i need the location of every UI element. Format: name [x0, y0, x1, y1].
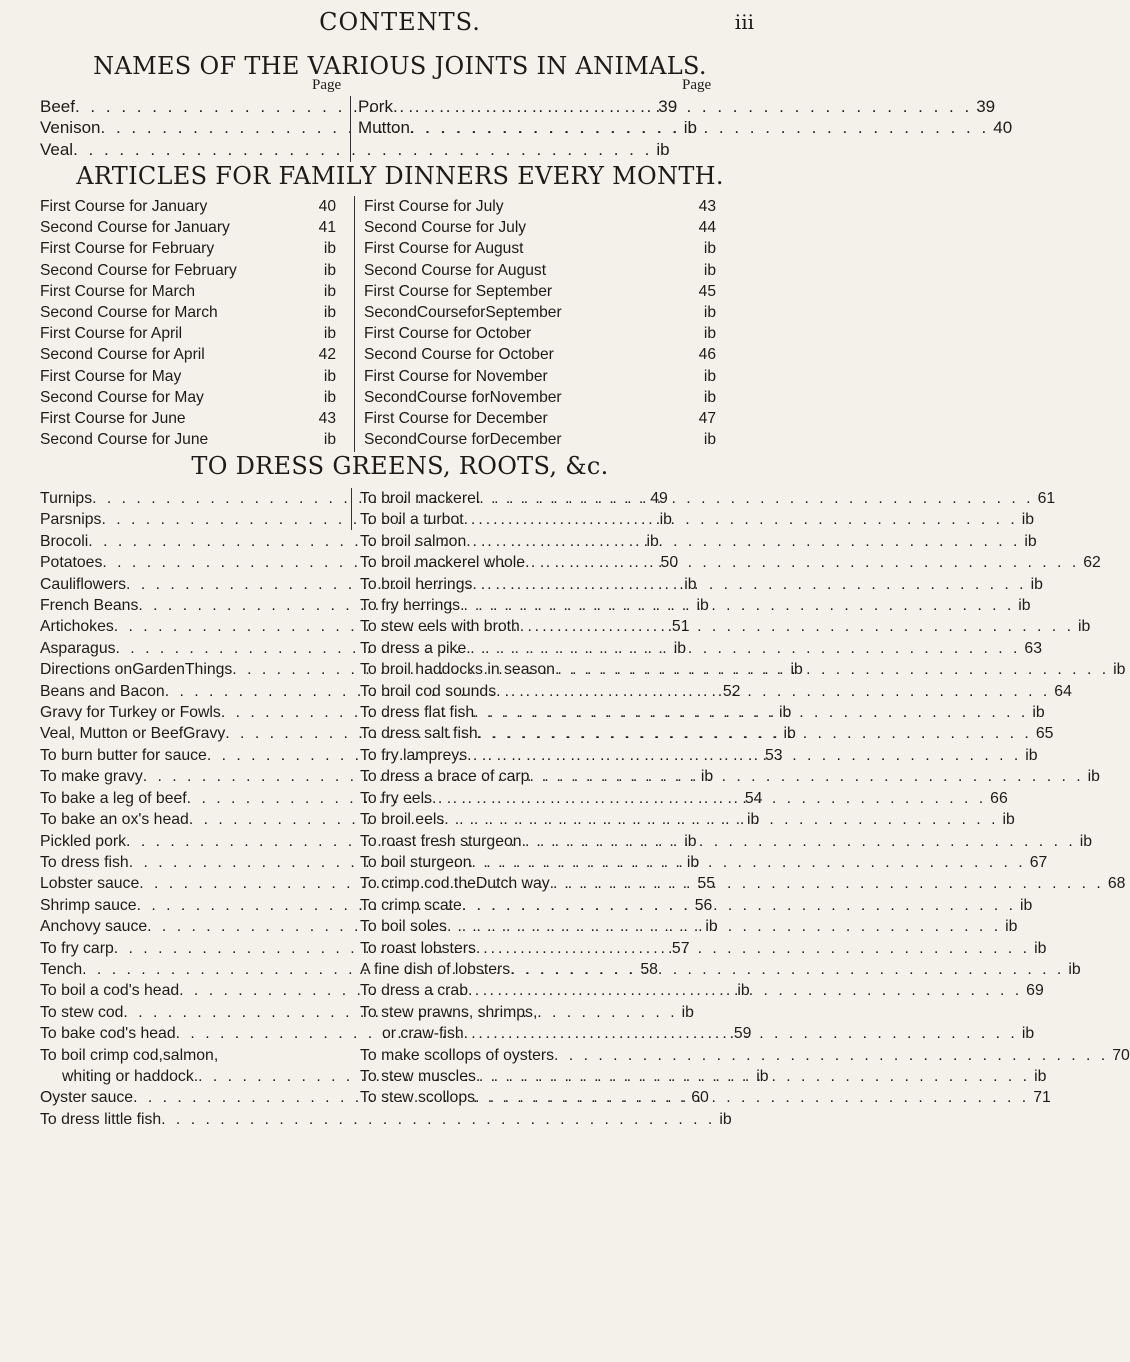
entry-title: Second Course for October	[364, 346, 554, 364]
entry-page: ib	[1025, 746, 1038, 764]
toc-entry	[40, 196, 336, 217]
entry-title: Beef	[40, 97, 75, 116]
entry-page: ib	[684, 575, 697, 593]
entry-title: To make scollops of oysters	[360, 1046, 555, 1064]
leader-dots	[73, 139, 652, 160]
toc-entry	[40, 408, 336, 429]
toc-entry	[364, 238, 716, 259]
entry-page: ib	[684, 832, 697, 850]
entry-page: 51	[671, 618, 690, 636]
entry-page: ib	[1005, 918, 1018, 936]
entry-title: To boil a turbot	[360, 511, 464, 529]
entry-page: ib	[1034, 1067, 1047, 1085]
entry-title: To burn butter for sauce	[40, 746, 207, 764]
entry-page: ib	[1087, 768, 1100, 786]
leader-dots	[522, 831, 1076, 852]
entry-page: 59	[733, 1025, 752, 1043]
entry-title: Directions onGardenThings	[40, 661, 233, 679]
entry-title: To roast fresh sturgeon	[360, 832, 522, 850]
entry-page: ib	[1020, 896, 1033, 914]
entry-title: First Course for January	[40, 198, 208, 215]
entry-page: ib	[703, 431, 716, 449]
entry-page: ib	[703, 261, 716, 279]
leader-dots	[410, 117, 989, 138]
entry-title: To boil sturgeon	[360, 853, 472, 871]
entry-page: ib	[1068, 960, 1081, 978]
entry-page: ib	[1030, 575, 1043, 593]
joints-list-right	[358, 96, 1013, 139]
toc-entry	[40, 387, 336, 408]
toc-entry	[40, 1109, 732, 1130]
entry-title: First Course for March	[40, 282, 196, 300]
entry-title: Brocoli	[40, 532, 89, 550]
entry-page: ib	[323, 240, 336, 258]
leader-dots	[472, 852, 1026, 873]
entry-page: ib	[681, 1003, 694, 1021]
entry-page: 58	[640, 960, 658, 978]
column-divider	[351, 488, 352, 530]
entry-page: ib	[683, 118, 697, 138]
entry-title: First Course for August	[364, 240, 524, 258]
entry-page: ib	[659, 511, 672, 529]
entry-page: ib	[323, 282, 336, 300]
leader-dots	[467, 745, 1021, 766]
leader-dots	[554, 344, 695, 365]
entry-title: To broil mackerel	[360, 490, 480, 507]
entry-title: Turnips	[40, 490, 93, 507]
entry-page: ib	[746, 811, 760, 829]
leader-dots	[562, 302, 700, 323]
entry-title: SecondCourseforSeptember	[364, 304, 562, 322]
leader-dots	[432, 788, 986, 809]
entry-page: 47	[698, 410, 716, 428]
toc-entry	[360, 595, 1031, 616]
entry-title: To roast lobsters	[360, 939, 476, 957]
leader-dots	[496, 681, 1050, 702]
entry-title: Asparagus	[40, 639, 116, 657]
leader-dots	[393, 96, 972, 117]
toc-entry	[360, 638, 1042, 659]
entry-title: First Course for July	[364, 198, 504, 215]
entry-page: 40	[993, 118, 1013, 138]
leader-dots	[468, 980, 1022, 1001]
column-divider	[354, 196, 355, 452]
toc-entry	[360, 766, 1100, 787]
leader-dots	[204, 387, 320, 408]
entry-page: 52	[722, 682, 741, 700]
entry-title: Mutton	[358, 118, 410, 138]
entry-page: ib	[1079, 832, 1093, 850]
entry-page: ib	[323, 367, 336, 385]
entry-title: A fine dish of lobsters	[360, 960, 511, 978]
leader-dots	[230, 217, 315, 238]
toc-entry	[360, 895, 1033, 916]
entry-page: ib	[1077, 618, 1091, 636]
entry-page: 54	[744, 789, 763, 807]
toc-entry	[40, 429, 336, 450]
entry-title: First Course for October	[364, 325, 532, 343]
entry-page: 39	[658, 97, 678, 116]
entry-page: 45	[698, 282, 716, 300]
entry-title: Cauliflowers	[40, 575, 127, 593]
entry-title-continued: or craw-fish	[382, 1025, 464, 1043]
toc-entry	[360, 616, 1091, 637]
entry-title: To dress a brace of carp	[360, 768, 530, 786]
entry-title: Veal, Mutton or BeefGravy	[40, 725, 226, 743]
toc-entry	[360, 1087, 1051, 1108]
leader-dots	[552, 281, 695, 302]
entry-page: 60	[691, 1089, 709, 1107]
toc-entry	[360, 959, 1081, 980]
entry-title: To dress fish	[40, 853, 129, 871]
entry-title: To bake cod's head	[40, 1025, 176, 1043]
entry-page: 39	[976, 97, 996, 116]
entry-page: 62	[1083, 554, 1101, 572]
entry-title: Anchovy sauce	[40, 918, 148, 936]
entry-page: ib	[703, 367, 716, 385]
entry-title: Tench	[40, 960, 83, 978]
entry-page: 56	[694, 896, 713, 914]
section-title-greens: TO DRESS GREENS, ROOTS, &c.	[191, 452, 609, 480]
entry-page: 61	[1037, 490, 1056, 507]
toc-entry	[40, 344, 336, 365]
leader-dots	[525, 552, 1079, 573]
entry-page: 44	[698, 219, 716, 237]
entry-page: ib	[700, 768, 714, 786]
running-title: CONTENTS.	[319, 8, 481, 36]
entry-page: ib	[1034, 939, 1047, 957]
leader-dots	[474, 702, 1028, 723]
entry-title: First Course for June	[40, 410, 186, 428]
leader-dots	[464, 1023, 1018, 1044]
entry-title: To broil eels	[360, 811, 445, 829]
entry-page: ib	[686, 853, 700, 871]
entry-page: ib	[703, 388, 716, 406]
toc-entry	[358, 117, 1013, 138]
entry-page: 53	[765, 746, 783, 764]
entry-title: Artichokes	[40, 618, 114, 636]
entry-page: 41	[318, 219, 336, 237]
entry-title: To stew eels with broth	[360, 618, 520, 636]
page-column-label-right: Page	[682, 77, 712, 93]
entry-page: 65	[1035, 725, 1054, 743]
toc-entry	[40, 217, 336, 238]
entry-page: ib	[323, 431, 336, 449]
entry-title: Second Course for May	[40, 388, 204, 406]
entry-page: 55	[697, 875, 715, 893]
entry-page: ib	[646, 532, 659, 550]
entry-page: ib	[1002, 811, 1015, 829]
leader-dots	[529, 766, 1083, 787]
page-number: iii	[734, 10, 754, 34]
toc-entry	[40, 281, 336, 302]
leader-dots	[462, 895, 1016, 916]
toc-entry	[364, 196, 716, 217]
entry-title: First Course for November	[364, 367, 548, 385]
leader-dots	[531, 323, 700, 344]
entry-title: To fry herrings	[360, 597, 461, 615]
leader-dots	[548, 366, 700, 387]
dinners-list-right	[364, 196, 716, 450]
toc-entry	[360, 1066, 1047, 1087]
toc-entry	[364, 281, 716, 302]
leader-dots	[161, 1109, 715, 1130]
entry-title: Second Course for August	[364, 261, 547, 279]
toc-entry	[360, 488, 1056, 509]
entry-title: To boil crimp cod,salmon,	[40, 1046, 219, 1064]
leader-dots	[475, 1087, 1029, 1108]
entry-title: To boil soles	[360, 918, 447, 936]
toc-entry	[364, 387, 716, 408]
toc-entry	[40, 139, 670, 160]
leader-dots	[464, 509, 1018, 530]
toc-entry	[364, 366, 716, 387]
entry-title: To broil herrings	[360, 575, 473, 593]
entry-title: Venison	[40, 118, 101, 138]
entry-title: To fry lampreys	[360, 746, 468, 764]
leader-dots	[476, 938, 1030, 959]
leader-dots	[504, 196, 695, 217]
entry-page: 67	[1029, 853, 1048, 871]
entry-page: ib	[703, 240, 716, 258]
entry-title: To broil mackerel whole	[360, 554, 526, 572]
leader-dots	[478, 723, 1032, 744]
entry-page: ib	[783, 725, 796, 743]
leader-dots	[182, 323, 320, 344]
leader-dots	[510, 959, 1064, 980]
entry-page: ib	[656, 139, 670, 159]
entry-page: ib	[673, 639, 686, 657]
toc-entry	[360, 873, 1126, 894]
entry-title: Second Course for April	[40, 346, 205, 364]
entry-title: Pork	[358, 97, 393, 116]
entry-page: 64	[1054, 682, 1072, 700]
entry-title: To stew scollops	[360, 1089, 476, 1107]
entry-page: ib	[323, 325, 336, 343]
leader-dots	[523, 238, 699, 259]
leader-dots	[447, 916, 1001, 937]
leader-dots	[214, 238, 320, 259]
column-divider	[350, 96, 351, 162]
leader-dots	[208, 429, 320, 450]
leader-dots	[181, 366, 320, 387]
entry-page: ib	[790, 661, 803, 679]
toc-entry	[360, 852, 1048, 873]
entry-page: 66	[990, 789, 1008, 807]
entry-page: ib	[719, 1110, 732, 1128]
entry-title: Beans and Bacon	[40, 682, 165, 700]
entry-title: First Course for May	[40, 367, 182, 385]
entry-page: ib	[1113, 661, 1126, 679]
section-title-joints: NAMES OF THE VARIOUS JOINTS IN ANIMALS.	[93, 52, 707, 80]
entry-title: To broil salmon	[360, 532, 467, 550]
entry-title: To dress little fish	[40, 1110, 162, 1128]
leader-dots	[460, 595, 1014, 616]
entry-page: 71	[1033, 1089, 1051, 1107]
leader-dots	[218, 302, 320, 323]
toc-entry	[360, 938, 1047, 959]
leader-dots	[562, 387, 700, 408]
leader-dots	[562, 429, 700, 450]
entry-title: First Course for September	[364, 282, 553, 300]
entry-title: To broil haddocks in season	[360, 661, 555, 679]
entry-page: ib	[1021, 511, 1035, 529]
entry-title: SecondCourse forDecember	[364, 431, 562, 449]
leader-dots	[550, 873, 1104, 894]
entry-title: Pickled pork	[40, 832, 127, 850]
entry-title: Potatoes	[40, 554, 103, 572]
toc-entry	[364, 302, 716, 323]
entry-title: SecondCourse forNovember	[364, 388, 562, 406]
entry-title: To crimp scate	[360, 896, 462, 914]
leader-dots	[479, 488, 1033, 509]
toc-entry	[360, 659, 1126, 680]
entry-title: To dress flat fish	[360, 704, 475, 722]
toc-entry	[364, 408, 716, 429]
entry-title: To boil a cod's head	[40, 982, 180, 1000]
entry-page: ib	[1018, 597, 1031, 615]
entry-page: ib	[323, 304, 336, 322]
entry-title: To make gravy	[40, 768, 143, 786]
entry-title: Gravy for Turkey or Fowls	[40, 704, 221, 722]
toc-entry	[40, 1045, 336, 1066]
entry-page: 42	[318, 346, 336, 364]
entry-page: 46	[698, 346, 716, 364]
toc-entry	[360, 574, 1043, 595]
toc-entry	[360, 509, 1035, 530]
toc-entry	[360, 702, 1045, 723]
entry-title: French Beans	[40, 597, 139, 615]
toc-entry	[360, 916, 1018, 937]
leader-dots	[548, 408, 695, 429]
entry-title: To dress salt fish	[360, 725, 478, 743]
entry-title: Oyster sauce	[40, 1089, 134, 1107]
leader-dots	[205, 344, 315, 365]
entry-title: Veal	[40, 139, 74, 159]
entry-title: Second Course for June	[40, 431, 209, 449]
toc-entry	[360, 552, 1101, 573]
entry-title: To stew cod	[40, 1003, 124, 1021]
entry-page: 49	[650, 490, 668, 507]
entry-title: Parsnips	[40, 511, 102, 529]
toc-entry	[40, 323, 336, 344]
leader-dots	[520, 616, 1074, 637]
entry-page: ib	[323, 388, 336, 406]
page-column-label-left: Page	[312, 77, 342, 93]
toc-entry	[360, 831, 1093, 852]
leader-dots	[526, 217, 695, 238]
toc-entry	[364, 323, 716, 344]
entry-title: To dress a pike	[360, 639, 467, 657]
entry-page: 63	[1024, 639, 1042, 657]
toc-entry	[360, 531, 1037, 552]
leader-dots	[195, 281, 320, 302]
entry-title: To fry carp	[40, 939, 114, 957]
entry-title: Second Course for March	[40, 304, 218, 322]
entry-page: ib	[1032, 704, 1045, 722]
entry-page: 43	[698, 198, 716, 215]
entry-title: To stew muscles	[360, 1067, 476, 1085]
entry-page: 40	[318, 198, 336, 215]
leader-dots	[444, 809, 998, 830]
entry-page: ib	[779, 704, 792, 722]
toc-entry	[40, 260, 336, 281]
leader-dots	[555, 659, 1109, 680]
entry-page: ib	[323, 261, 336, 279]
entry-page: ib	[737, 982, 750, 1000]
toc-entry	[364, 217, 716, 238]
entry-page: 57	[671, 939, 690, 957]
entry-title: To bake a leg of beef	[40, 789, 187, 807]
toc-entry	[40, 302, 336, 323]
entry-page: ib	[703, 304, 716, 322]
toc-entry	[360, 1045, 1130, 1066]
toc-entry	[364, 260, 716, 281]
dinners-list-left	[40, 196, 336, 450]
toc-entry	[364, 429, 716, 450]
entry-title: To dress a crab	[360, 982, 468, 1000]
entry-title: To crimp cod theDutch way	[360, 875, 550, 893]
toc-entry	[360, 1002, 716, 1023]
toc-entry	[360, 809, 1015, 830]
leader-dots	[186, 408, 315, 429]
entry-page: 43	[318, 410, 336, 428]
entry-page: ib	[696, 597, 709, 615]
entry-title: Second Course for July	[364, 219, 527, 237]
entry-page: ib	[705, 918, 718, 936]
entry-title: To bake an ox's head	[40, 811, 189, 829]
leader-dots	[237, 260, 320, 281]
entry-title: Second Course for February	[40, 261, 237, 279]
toc-entry	[364, 344, 716, 365]
entry-title: To stew prawns, shrimps,	[360, 1003, 538, 1021]
entry-title: Second Course for January	[40, 219, 230, 237]
entry-title-continued: whiting or haddock.	[62, 1067, 199, 1085]
toc-entry	[40, 366, 336, 387]
toc-entry	[40, 238, 336, 259]
entry-title: First Course for April	[40, 325, 183, 343]
toc-entry	[358, 96, 996, 117]
leader-dots	[546, 260, 700, 281]
entry-title: First Course for February	[40, 240, 215, 258]
entry-title: Shrimp sauce	[40, 896, 137, 914]
entry-page: 69	[1026, 982, 1044, 1000]
leader-dots	[466, 531, 1020, 552]
section-title-dinners: ARTICLES FOR FAMILY DINNERS EVERY MONTH.	[76, 162, 724, 190]
entry-page: 70	[1112, 1046, 1130, 1064]
leader-dots	[554, 1045, 1108, 1066]
entry-title: First Course for December	[364, 410, 548, 428]
leader-dots	[466, 638, 1020, 659]
entry-page: ib	[756, 1067, 769, 1085]
entry-page: ib	[703, 325, 716, 343]
entry-page: ib	[1024, 532, 1037, 550]
entry-page: 50	[660, 554, 679, 572]
leader-dots	[472, 574, 1026, 595]
entry-title: Lobster sauce	[40, 875, 140, 893]
leader-dots	[476, 1066, 1030, 1087]
entry-page: ib	[1021, 1025, 1035, 1043]
leader-dots	[207, 196, 314, 217]
entry-page: 68	[1107, 875, 1126, 893]
entry-title: To fry eels	[360, 789, 432, 807]
entry-title: To broil cod sounds	[360, 682, 497, 700]
